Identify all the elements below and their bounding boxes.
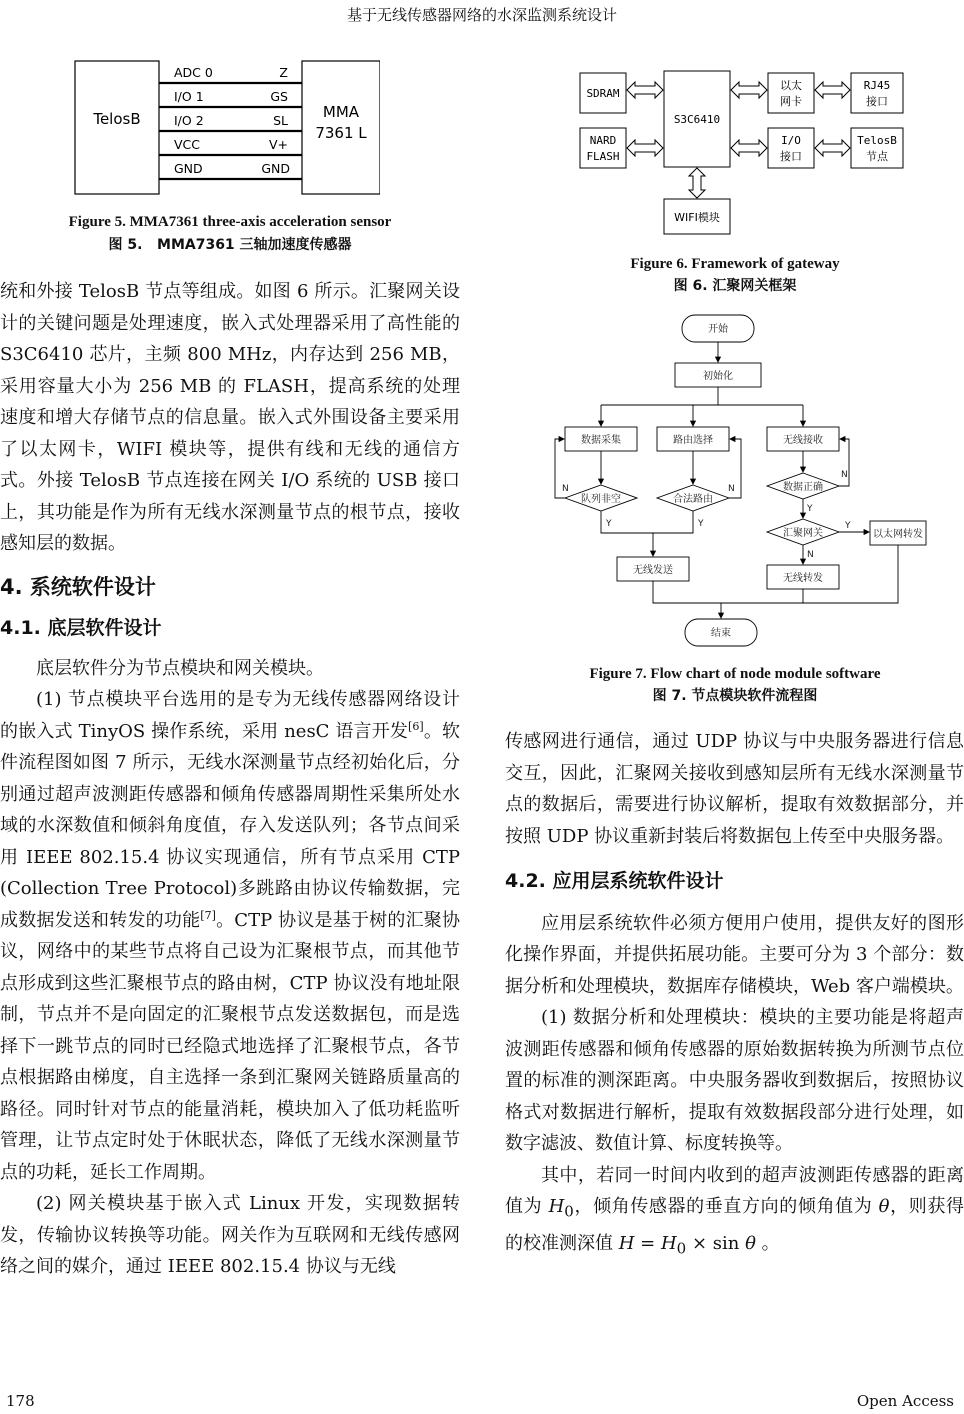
collect-label: 数据采集 — [581, 435, 621, 446]
formula-equals: = — [634, 1233, 661, 1255]
receive-label: 无线接收 — [783, 435, 823, 446]
figure-5-caption-zh: 图 5. MMA7361 三轴加速度传感器 — [108, 237, 352, 253]
right-column — [505, 726, 964, 1265]
queue-no: N — [562, 484, 569, 494]
pin-left-2: I/O 2 — [174, 113, 204, 128]
formula-end: 。 — [755, 1233, 780, 1255]
paragraph-gateway-module: (2) 网关模块基于嵌入式 Linux 开发，实现数据转发，传输协议转换等功能。网关作为互联网和无线传感网络之间的媒介，通过 IEEE 802.15.4 协议与无线 — [0, 1193, 460, 1277]
section-4-heading: 4. 系统软件设计 — [0, 574, 156, 599]
pin-right-0: Z — [279, 65, 288, 80]
figure-7-flowchart — [545, 305, 945, 655]
publisher-label: Open Access — [856, 1392, 954, 1410]
mma-label-2: 7361 L — [315, 124, 367, 142]
figure-7-caption-en: Figure 7. Flow chart of node module software — [589, 666, 881, 682]
io-label-2: 接口 — [780, 150, 802, 163]
correct-label: 数据正确 — [783, 482, 823, 493]
sink-yes: Y — [845, 521, 851, 531]
paragraph-intro: 底层软件分为节点模块和网关模块。 — [36, 657, 324, 679]
formula-text-c: ，则获得的校准测深值 — [505, 1196, 964, 1255]
sink-no: N — [807, 550, 814, 560]
rj45-label-1: RJ45 — [863, 79, 891, 92]
formula-h0: H — [660, 1233, 677, 1255]
legal-label: 合法路由 — [673, 494, 713, 505]
paragraph-application: 应用层系统软件必须方便用户使用，提供友好的图形化操作界面，并提供拓展功能。主要可分为 3 个部分：数据分析和处理模块，数据库存储模块，Web 客户端模块。 — [505, 912, 964, 997]
paragraph-node-module-a: (1) 节点模块平台选用的是专为无线传感器网络设计的嵌入式 TinyOS 操作系统，采用 nesC 语言开发 — [0, 689, 460, 742]
wifi-label: WIFI模块 — [674, 211, 720, 224]
left-column — [0, 276, 460, 1283]
rj45-label-2: 接口 — [866, 95, 888, 108]
send-label: 无线发送 — [633, 565, 673, 576]
sdram-label: SDRAM — [586, 87, 620, 100]
figure-5-diagram — [70, 58, 380, 198]
legal-no: N — [728, 484, 735, 494]
end-label: 结束 — [711, 628, 731, 639]
figure-6-caption-zh: 图 6. 汇聚网关框架 — [673, 278, 797, 294]
reference-7: [7] — [200, 908, 216, 922]
figure-5-caption-en: Figure 5. MMA7361 three-axis acceleration sensor — [68, 214, 392, 230]
paragraph-gateway-continued: 统和外接 TelosB 节点等组成。如图 6 所示。汇聚网关设计的关键问题是处理速度，嵌入式处理器采用了高性能的 S3C6410 芯片，主频 800 MHz，内存达到 256 MB，采用容量大小为 256 MB 的 FLASH，提高系统的处理速度和增大存储节点的信息量。嵌入式外围设备主要采用了以太网卡，WIFI 模块等，提供有线和无线的通信方式。外接 TelosB 节点连接在网关 I/O 系统的 USB 接口上，其功能是作为所有无线水深测量节点的根节点，接收感知层的数据。 — [0, 281, 460, 554]
reference-6: [6] — [408, 719, 424, 733]
correct-yes: Y — [807, 504, 813, 514]
init-label: 初始化 — [703, 371, 733, 382]
mma-label-1: MMA — [322, 103, 360, 121]
queue-yes: Y — [606, 519, 612, 529]
pin-right-3: V+ — [268, 137, 288, 152]
route-label: 路由选择 — [673, 435, 713, 446]
paragraph-node-module-b: 。软件流程图如图 7 所示，无线水深测量节点经初始化后，分别通过超声波测距传感器和倾角传感器周期性采集所处水域的水深数值和倾斜角度值，存入发送队列；各节点间采用 IEEE 802.15.4 协议实现通信，所有节点采用 CTP (Collection Tree Protocol)多跳路由协议传输数据，完成数据发送和转发的功能 — [0, 720, 460, 931]
page-number: 178 — [6, 1392, 35, 1410]
formula-text-b: ，倾角传感器的垂直方向的倾角值为 — [573, 1196, 879, 1217]
symbol-theta: θ — [878, 1196, 890, 1217]
sink-label: 汇聚网关 — [783, 528, 823, 539]
start-label: 开始 — [708, 324, 728, 335]
symbol-h0: H — [548, 1196, 565, 1217]
pin-left-4: GND — [174, 161, 203, 176]
eth-forward-label: 以太网转发 — [873, 529, 923, 540]
pin-left-1: I/O 1 — [174, 89, 204, 104]
formula-h: H — [618, 1233, 635, 1255]
telosb-node-label-1: TelosB — [857, 134, 897, 147]
io-label-1: I/O — [781, 134, 801, 147]
pin-right-2: SL — [273, 113, 288, 128]
formula-theta: θ — [745, 1233, 756, 1255]
pin-right-4: GND — [261, 161, 290, 176]
paragraph-node-module-c: 。CTP 协议是基于树的汇聚协议，网络中的某些节点将自己设为汇聚根节点，而其他节点形成到这些汇聚根节点的路由树，CTP 协议没有地址限制，节点并不是向固定的汇聚根节点发送数据包，而是选择下一跳节点的同时已经隐式地选择了汇聚根节点，各节点根据路由梯度，自主选择一条到汇聚网关链路质量高的路径。同时针对节点的能量消耗，模块加入了低功耗监听管理，让节点定时处于休眠状态，降低了无线水深测量节点的功耗，延长工作周期。 — [0, 909, 460, 1183]
formula-times-sin: × sin — [686, 1233, 746, 1255]
nard-label-2: FLASH — [586, 150, 620, 163]
running-head: 基于无线传感器网络的水深监测系统设计 — [346, 6, 617, 24]
ethernet-card-label-1: 以太 — [780, 79, 802, 92]
paragraph-formula — [505, 1160, 964, 1266]
telosb-label: TelosB — [93, 110, 141, 128]
nard-label-1: NARD — [589, 134, 617, 147]
queue-label: 队列非空 — [581, 494, 621, 505]
block-arrows — [627, 82, 850, 198]
figure-6-caption-en: Figure 6. Framework of gateway — [630, 256, 840, 272]
section-4-2-heading: 4.2. 应用层系统软件设计 — [505, 870, 724, 892]
cpu-label: S3C6410 — [673, 113, 721, 126]
wireless-forward-label: 无线转发 — [783, 573, 823, 584]
paragraph-udp-continued: 传感网进行通信，通过 UDP 协议与中央服务器进行信息交互，因此，汇聚网关接收到感知层所有无线水深测量节点的数据后，需要进行协议解析，提取有效数据部分，并按照 UDP 协议重新封装后将数据包上传至中央服务器。 — [505, 731, 964, 847]
paragraph-analysis: (1) 数据分析和处理模块：模块的主要功能是将超声波测距传感器和倾角传感器的原始数据转换为所测节点位置的标准的测深距离。中央服务器收到数据后，按照协议格式对数据进行解析，提取有效数据段部分进行处理，如数字滤波、数值计算、标度转换等。 — [505, 1007, 964, 1154]
correct-no: N — [841, 470, 848, 480]
figure-6-diagram — [575, 68, 915, 238]
telosb-node-label-2: 节点 — [866, 150, 888, 163]
pin-left-0: ADC 0 — [174, 65, 213, 80]
legal-yes: Y — [698, 519, 704, 529]
paragraph-node-module — [0, 684, 460, 1188]
pin-left-3: VCC — [174, 137, 201, 152]
pin-right-1: GS — [270, 89, 288, 104]
formula-text-a: 其中，若同一时间内收到的超声波测距传感器的距离值为 — [505, 1164, 964, 1217]
figure-7-caption-zh: 图 7. 节点模块软件流程图 — [652, 688, 818, 704]
formula-h0-sub: 0 — [676, 1239, 687, 1258]
ethernet-card-label-2: 网卡 — [780, 95, 802, 108]
symbol-h0-sub: 0 — [564, 1202, 574, 1221]
section-4-1-heading: 4.1. 底层软件设计 — [0, 617, 162, 639]
